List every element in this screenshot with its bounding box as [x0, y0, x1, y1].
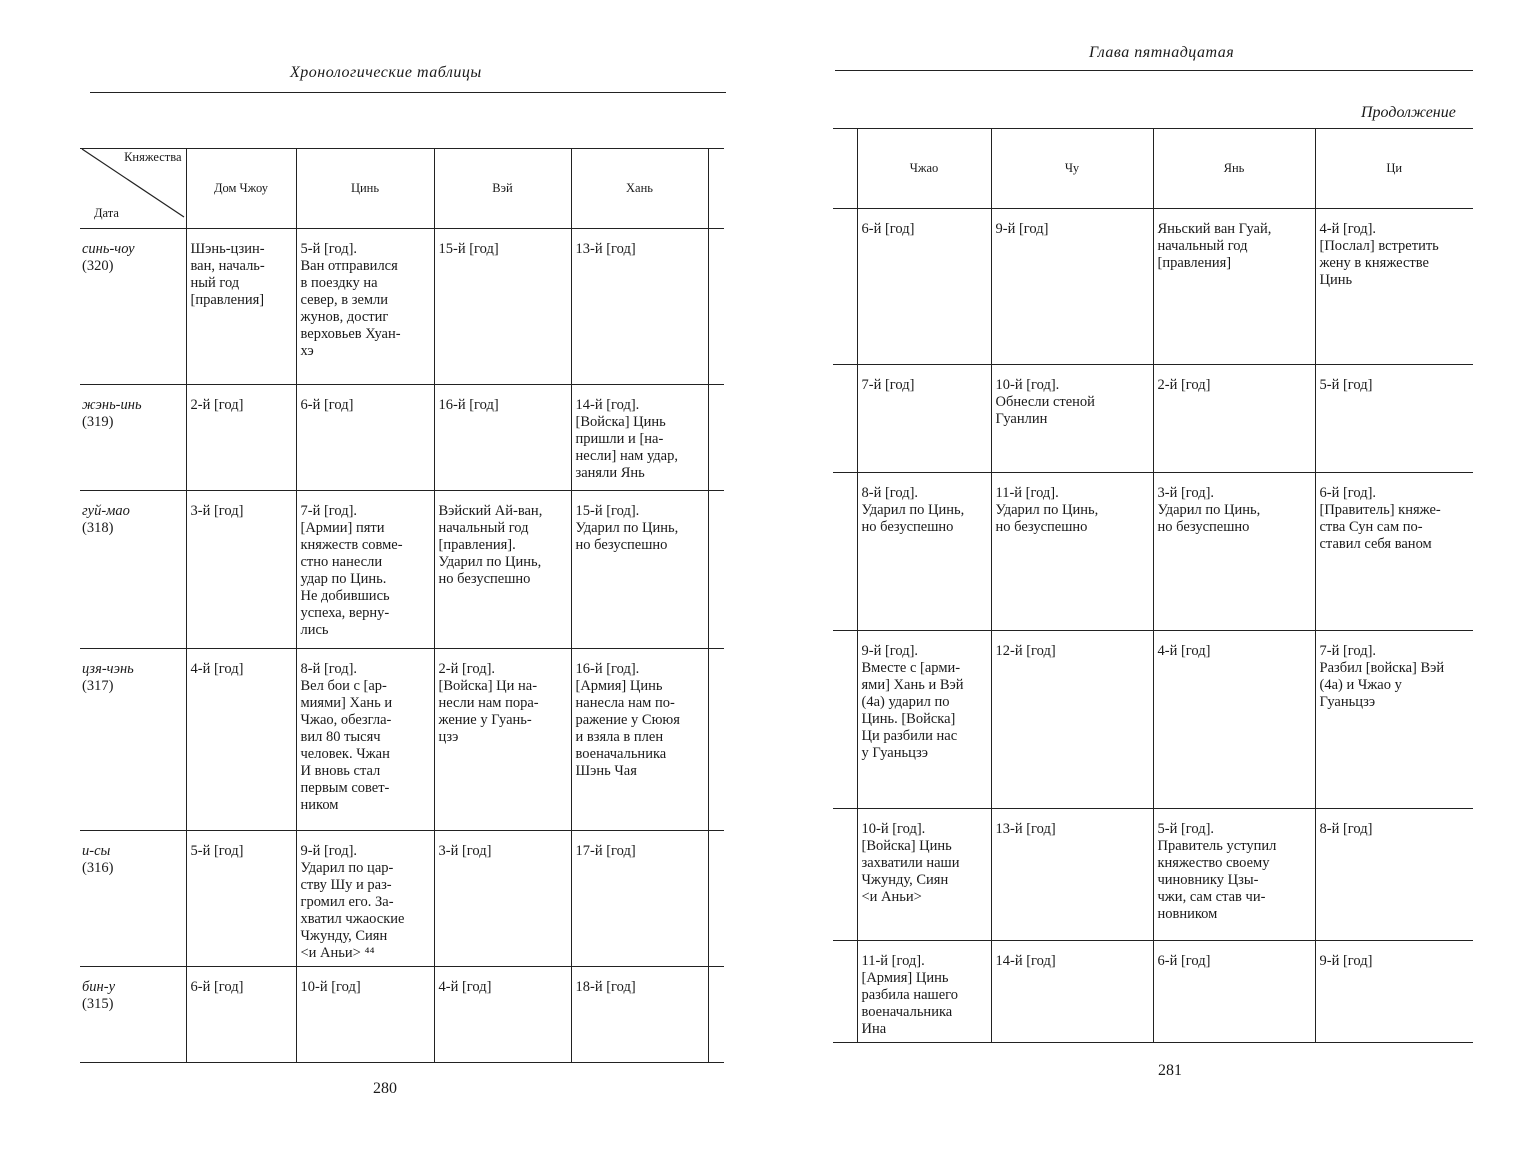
- table-cell: 8-й [год]: [1315, 809, 1473, 941]
- cyclic-year: синь-чоу: [82, 241, 135, 257]
- header-row-left: [80, 149, 724, 229]
- date-cell: [80, 385, 186, 491]
- table-cell: 6-й [год]: [1153, 941, 1315, 1043]
- table-cell: 7-й [год]: [857, 365, 991, 473]
- table-cell: 2-й [год]. [Войска] Ци на- несли нам пора- жение у Гуань- цзэ: [434, 649, 571, 831]
- table-cell: 13-й [год]: [991, 809, 1153, 941]
- table-cell: 8-й [год]. Ударил по Цинь, но безуспешно: [857, 473, 991, 631]
- table-row: [833, 473, 1473, 631]
- page-number-right: 281: [1158, 1062, 1182, 1079]
- spacer-cell: [833, 473, 857, 631]
- cyclic-year: жэнь-инь: [82, 397, 142, 413]
- chronological-table-right: [833, 128, 1473, 1043]
- empty-column: [708, 149, 724, 229]
- table-row: [833, 365, 1473, 473]
- date-cell: [80, 649, 186, 831]
- table-cell: 5-й [год]: [1315, 365, 1473, 473]
- column-header: Ци: [1315, 129, 1473, 209]
- table-cell: 11-й [год]. Ударил по Цинь, но безуспешно: [991, 473, 1153, 631]
- year-bc: (318): [82, 520, 114, 536]
- table-cell: 6-й [год]: [857, 209, 991, 365]
- page-number-left: 280: [373, 1080, 397, 1097]
- table-cell: 10-й [год]: [296, 967, 434, 1063]
- year-bc: (316): [82, 860, 114, 876]
- spacer-cell: [833, 209, 857, 365]
- cyclic-year: гуй-мао: [82, 503, 130, 519]
- table-cell: 5-й [год]: [186, 831, 296, 967]
- table-cell: 4-й [год]: [186, 649, 296, 831]
- date-cell: [80, 967, 186, 1063]
- table-cell: 15-й [год]. Ударил по Цинь, но безуспешно: [571, 491, 708, 649]
- table-cell: 14-й [год]: [991, 941, 1153, 1043]
- year-bc: (317): [82, 678, 114, 694]
- corner-label-states: Княжества: [124, 150, 182, 164]
- table-cell: 6-й [год]: [296, 385, 434, 491]
- empty-cell: [708, 831, 724, 967]
- table-cell: 2-й [год]: [186, 385, 296, 491]
- table-cell: Шэнь-цзин- ван, началь- ный год [правления]: [186, 229, 296, 385]
- table-cell: 14-й [год]. [Войска] Цинь пришли и [на- несли] нам удар, заняли Янь: [571, 385, 708, 491]
- date-cell: [80, 831, 186, 967]
- page-281: [767, 0, 1534, 1152]
- table-row: [80, 967, 724, 1063]
- spacer-cell: [833, 809, 857, 941]
- spacer-cell: [833, 941, 857, 1043]
- table-cell: Вэйский Ай-ван, начальный год [правления]. Ударил по Цинь, но безуспешно: [434, 491, 571, 649]
- table-row: [833, 209, 1473, 365]
- table-cell: 6-й [год]: [186, 967, 296, 1063]
- table-row: [80, 491, 724, 649]
- table-cell: 16-й [год]. [Армия] Цинь нанесла нам по- ражение у Сююя и взяла в плен военачальника Шэнь Чая: [571, 649, 708, 831]
- table-cell: 4-й [год]: [1153, 631, 1315, 809]
- table-row: [80, 385, 724, 491]
- running-head-left: Хронологические таблицы: [290, 64, 482, 81]
- head-rule-right: [835, 70, 1473, 71]
- continuation-label: Продолжение: [1361, 104, 1456, 121]
- table-row: [80, 229, 724, 385]
- table-cell: 9-й [год]: [991, 209, 1153, 365]
- table-cell: 11-й [год]. [Армия] Цинь разбила нашего военачальника Ина: [857, 941, 991, 1043]
- corner-label-date: Дата: [94, 206, 119, 220]
- date-cell: [80, 229, 186, 385]
- column-header: Хань: [571, 149, 708, 229]
- table-cell: 6-й [год]. [Правитель] княже- ства Сун сам по- ставил себя ваном: [1315, 473, 1473, 631]
- table-row: [80, 649, 724, 831]
- corner-cell: [80, 149, 186, 229]
- table-cell: 7-й [год]. [Армии] пяти княжеств совме- стно нанесли удар по Цинь. Не добившись успеха, верну- лись: [296, 491, 434, 649]
- header-row-right: [833, 129, 1473, 209]
- year-bc: (320): [82, 258, 114, 274]
- table-cell: 10-й [год]. [Войска] Цинь захватили наши Чжунду, Сиян <и Аньи>: [857, 809, 991, 941]
- table-cell: 16-й [год]: [434, 385, 571, 491]
- spacer-cell: [833, 365, 857, 473]
- column-header: Чжао: [857, 129, 991, 209]
- empty-cell: [708, 967, 724, 1063]
- cyclic-year: цзя-чэнь: [82, 661, 134, 677]
- empty-cell: [708, 649, 724, 831]
- empty-cell: [708, 385, 724, 491]
- table-cell: 10-й [год]. Обнесли стеной Гуанлин: [991, 365, 1153, 473]
- table-cell: 15-й [год]: [434, 229, 571, 385]
- year-bc: (319): [82, 414, 114, 430]
- table-cell: 2-й [год]: [1153, 365, 1315, 473]
- table-cell: 3-й [год]: [186, 491, 296, 649]
- table-cell: 7-й [год]. Разбил [войска] Вэй (4а) и Чжао у Гуаньцзэ: [1315, 631, 1473, 809]
- table-cell: 4-й [год]: [434, 967, 571, 1063]
- table-row: [833, 941, 1473, 1043]
- table-cell: 13-й [год]: [571, 229, 708, 385]
- head-rule-left: [90, 92, 726, 93]
- table-cell: 17-й [год]: [571, 831, 708, 967]
- table-cell: 5-й [год]. Правитель уступил княжество своему чиновнику Цзы- чжи, сам став чи- новником: [1153, 809, 1315, 941]
- column-header: Дом Чжоу: [186, 149, 296, 229]
- column-header: Янь: [1153, 129, 1315, 209]
- table-cell: Яньский ван Гуай, начальный год [правления]: [1153, 209, 1315, 365]
- table-cell: 4-й [год]. [Послал] встретить жену в княжестве Цинь: [1315, 209, 1473, 365]
- spacer-cell: [833, 631, 857, 809]
- table-cell: 5-й [год]. Ван отправился в поездку на север, в земли жунов, достиг верховьев Хуан- хэ: [296, 229, 434, 385]
- running-head-right: Глава пятнадцатая: [1089, 44, 1235, 61]
- table-cell: 12-й [год]: [991, 631, 1153, 809]
- table-cell: 9-й [год]. Вместе с [арми- ями] Хань и Вэй (4а) ударил по Цинь. [Войска] Ци разбили нас у Гуаньцзэ: [857, 631, 991, 809]
- cyclic-year: бин-у: [82, 979, 116, 995]
- empty-cell: [708, 491, 724, 649]
- table-cell: 9-й [год]: [1315, 941, 1473, 1043]
- table-cell: 8-й [год]. Вел бои с [ар- миями] Хань и Чжао, обезгла- вил 80 тысяч человек. Чжан И вновь стал первым совет- ником: [296, 649, 434, 831]
- table-cell: 3-й [год]. Ударил по Цинь, но безуспешно: [1153, 473, 1315, 631]
- empty-cell: [708, 229, 724, 385]
- year-bc: (315): [82, 996, 114, 1012]
- column-header: Цинь: [296, 149, 434, 229]
- column-header: Вэй: [434, 149, 571, 229]
- date-cell: [80, 491, 186, 649]
- table-row: [80, 831, 724, 967]
- table-cell: 3-й [год]: [434, 831, 571, 967]
- table-cell: 9-й [год]. Ударил по цар- ству Шу и раз- громил его. За- хватил чжаоские Чжунду, Сиян <и Аньи> ⁴⁴: [296, 831, 434, 967]
- cyclic-year: и-сы: [82, 843, 111, 859]
- table-cell: 18-й [год]: [571, 967, 708, 1063]
- table-row: [833, 809, 1473, 941]
- table-row: [833, 631, 1473, 809]
- spacer-cell: [833, 129, 857, 209]
- chronological-table-left: [80, 148, 724, 1063]
- column-header: Чу: [991, 129, 1153, 209]
